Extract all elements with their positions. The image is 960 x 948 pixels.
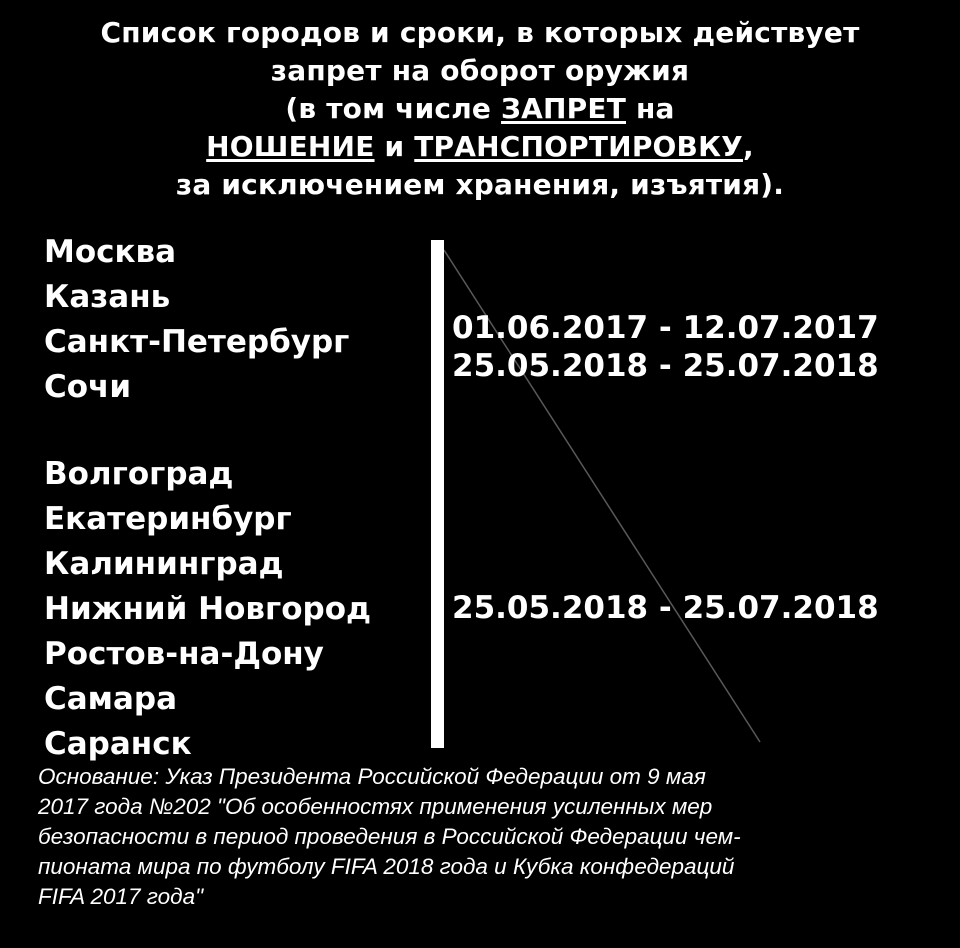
city-item: Москва (44, 234, 177, 270)
date-range: 25.05.2018 - 25.07.2018 (452, 348, 879, 384)
title-emphasis-carrying: НОШЕНИЕ (206, 130, 375, 163)
footnote-line: безопасности в период проведения в Российской Федерации чем- (38, 824, 741, 849)
vertical-divider (431, 240, 444, 748)
title-emphasis-transport: ТРАНСПОРТИРОВКУ (414, 130, 743, 163)
city-item: Самара (44, 681, 178, 717)
title-line-3-post: на (626, 92, 675, 125)
title-line-4-mid: и (374, 130, 415, 163)
title-emphasis-ban: ЗАПРЕТ (501, 92, 626, 125)
footnote-line: FIFA 2017 года" (38, 884, 204, 909)
title-line-3-pre: (в том числе (285, 92, 502, 125)
city-item: Калининград (44, 546, 284, 582)
city-item: Екатеринбург (44, 501, 292, 537)
footnote-line: пионата мира по футболу FIFA 2018 года и Кубка конфедераций (38, 854, 735, 879)
city-item: Ростов-на-Дону (44, 636, 324, 672)
city-item: Сочи (44, 369, 132, 405)
date-ranges-group-1 (452, 309, 879, 385)
city-item: Саранск (44, 726, 192, 762)
legal-basis-footnote (38, 762, 928, 912)
title-line-2: запрет на оборот оружия (270, 54, 690, 87)
city-item: Санкт-Петербург (44, 324, 350, 360)
date-range: 25.05.2018 - 25.07.2018 (452, 590, 879, 626)
city-item: Нижний Новгород (44, 591, 372, 627)
title-line-5: за исключением хранения, изъятия). (175, 168, 785, 201)
city-item: Казань (44, 279, 171, 315)
title-line-1: Список городов и сроки, в которых действует (100, 16, 860, 49)
date-range: 01.06.2017 - 12.07.2017 (452, 310, 879, 346)
footnote-line: Основание: Указ Президента Российской Федерации от 9 мая (38, 764, 706, 789)
footnote-line: 2017 года №202 "Об особенностях применения усиленных мер (38, 794, 713, 819)
date-ranges-group-2 (452, 589, 879, 627)
city-item: Волгоград (44, 456, 234, 492)
title-line-4-post: , (742, 130, 754, 163)
